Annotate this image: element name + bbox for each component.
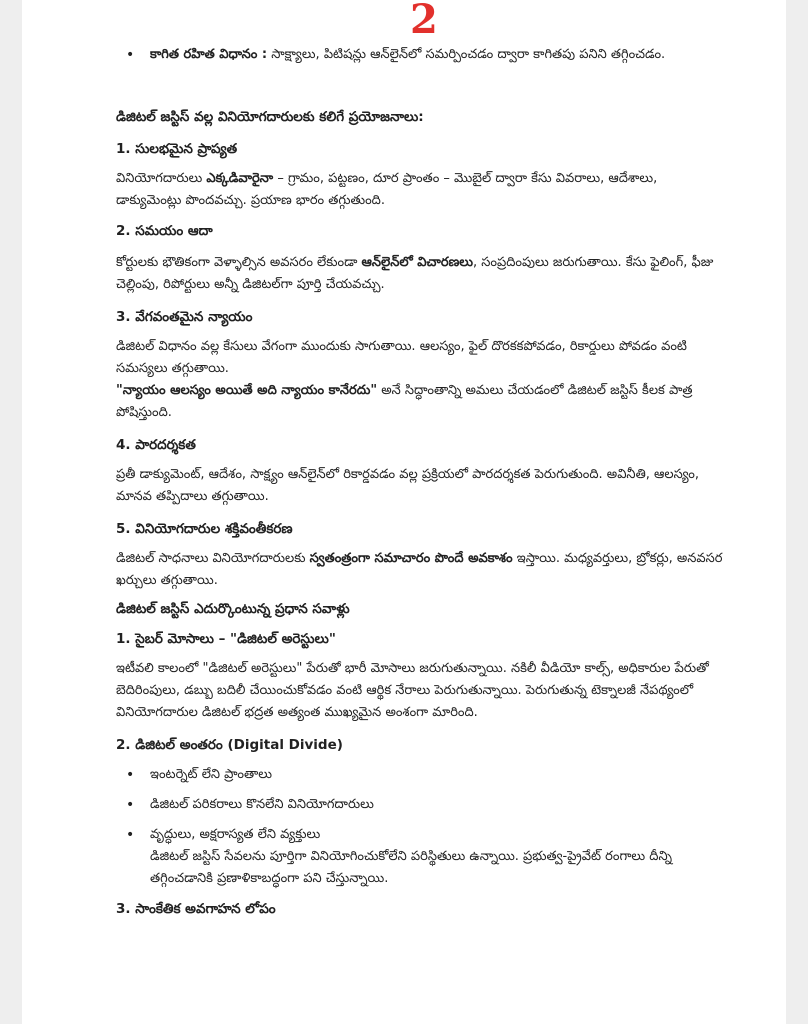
benefit-2-text-a: కోర్టులకు భౌతికంగా వెళ్ళాల్సిన అవసరం లేకుండా <box>116 255 362 270</box>
benefit-3-bold: "న్యాయం ఆలస్యం అయితే అది న్యాయం కానేరదు" <box>116 383 378 398</box>
benefit-1-bold: ఎక్కడివారైనా <box>206 171 274 186</box>
benefit-4-heading: 4. పారదర్శకత <box>116 437 196 453</box>
benefit-2-bold: ఆన్‌లైన్‌లో విచారణలు <box>361 255 474 270</box>
page-number: 2 <box>410 0 438 43</box>
benefit-3-text-a: డిజిటల్ విధానం వల్ల కేసులు వేగంగా ముందుకు సాగుతాయి. ఆలస్యం, ఫైల్ దొరకకపోవడం, రికార్డులు పోవడం వంటి సమస్యలు తగ్గుతాయి. <box>116 339 687 376</box>
benefit-1-text-a: వినియోగదారులు <box>116 171 207 186</box>
benefit-5-text-b: ఇస్తాయి. మధ్యవర్తులు, బ్రోకర్లు, అనవసర ఖర్చులు తగ్గుతాయి. <box>116 551 723 588</box>
benefit-5-text <box>116 548 726 592</box>
benefit-2-text <box>116 252 726 296</box>
challenge-3-heading: 3. సాంకేతిక అవగాహన లోపం <box>116 901 276 917</box>
challenge-2-item-text: వృద్ధులు, అక్షరాస్యత లేని వ్యక్తులు <box>150 827 321 842</box>
benefit-2-text-b: , సంప్రదింపులు జరుగుతాయి. కేసు ఫైలింగ్, ఫీజు చెల్లింపు, రిపోర్టులు అన్నీ డిజిటల్‌గా పూర్తి చేయవచ్చు. <box>116 255 714 292</box>
benefit-4-text: ప్రతీ డాక్యుమెంట్, ఆదేశం, సాక్ష్యం ఆన్‌లైన్‌లో రికార్డవడం వల్ల ప్రక్రియలో పారదర్శకత పెరుగుతుంది. అవినీతి, ఆలస్యం, మానవ తప్పిదాలు తగ్గుతాయి. <box>116 467 699 504</box>
intro-bullet-bold: కాగిత రహిత విధానం : <box>150 47 268 62</box>
benefit-2-heading: 2. సమయం ఆదా <box>116 223 213 239</box>
challenge-2-heading: 2. డిజిటల్ అంతరం (Digital Divide) <box>116 737 343 753</box>
document-page <box>22 0 786 1024</box>
challenge-1-heading: 1. సైబర్ మోసాలు – "డిజిటల్ అరెస్టులు" <box>116 631 336 647</box>
benefits-heading: డిజిటల్ జస్టిస్ వల్ల వినియోగదారులకు కలిగే ప్రయోజనాలు: <box>116 109 424 125</box>
benefit-3-heading: 3. వేగవంతమైన న్యాయం <box>116 309 253 325</box>
challenge-2-item: • డిజిటల్ పరికరాలు కొనలేని వినియోగదారులు <box>116 794 726 816</box>
challenges-heading: డిజిటల్ జస్టిస్ ఎదుర్కొంటున్న ప్రధాన సవాళ్లు <box>116 601 350 617</box>
benefit-1-text-b: – గ్రామం, పట్టణం, దూర ప్రాంతం – మొబైల్ ద్వారా కేసు వివరాలు, ఆదేశాలు, డాక్యుమెంట్లు పొందవచ్చు. ప్రయాణ భారం తగ్గుతుంది. <box>116 171 658 208</box>
challenge-1-text: ఇటీవలి కాలంలో "డిజిటల్ అరెస్టులు" పేరుతో భారీ మోసాలు జరుగుతున్నాయి. నకిలీ వీడియో కాల్స్, అధికారుల పేరుతో బెదిరింపులు, డబ్బు బదిలీ చేయించుకోవడం వంటి ఆర్థిక నేరాలు పెరుగుతున్నాయి. పెరుగుతున్న టెక్నాలజీ నేపథ్యంలో వినియోగదారుల డిజిటల్ భద్రత అత్యంత ముఖ్యమైన అంశంగా మారింది. <box>116 661 709 720</box>
challenge-2-item: • ఇంటర్నెట్ లేని ప్రాంతాలు <box>116 764 726 786</box>
benefit-1-heading: 1. సులభమైన ప్రాప్యత <box>116 141 238 157</box>
benefit-1-text <box>116 168 726 212</box>
benefit-5-heading: 5. వినియోగదారుల శక్తివంతీకరణ <box>116 521 293 537</box>
benefit-5-text-a: డిజిటల్ సాధనాలు వినియోగదారులకు <box>116 551 310 566</box>
challenge-2-note: డిజిటల్ జస్టిస్ సేవలను పూర్తిగా వినియోగించుకోలేని పరిస్థితులు ఉన్నాయి. ప్రభుత్వ-ప్రైవేట్ రంగాలు దీన్ని తగ్గించడానికి ప్రణాళికాబద్ధంగా పని చేస్తున్నాయి. <box>150 849 673 886</box>
intro-bullet-text: సాక్ష్యాలు, పిటిషన్లు ఆన్‌లైన్‌లో సమర్పించడం ద్వారా కాగితపు పనిని తగ్గించడం. <box>267 47 666 62</box>
benefit-3-text-b: అనే సిద్ధాంతాన్ని అమలు చేయడంలో డిజిటల్ జస్టిస్ కీలక పాత్ర పోషిస్తుంది. <box>116 383 693 420</box>
document-body <box>116 44 726 920</box>
benefit-5-bold: స్వతంత్రంగా సమాచారం పొందే అవకాశం <box>309 551 513 566</box>
intro-bullet <box>116 44 726 66</box>
benefit-3-text <box>116 336 726 424</box>
challenge-2-item <box>116 824 726 890</box>
